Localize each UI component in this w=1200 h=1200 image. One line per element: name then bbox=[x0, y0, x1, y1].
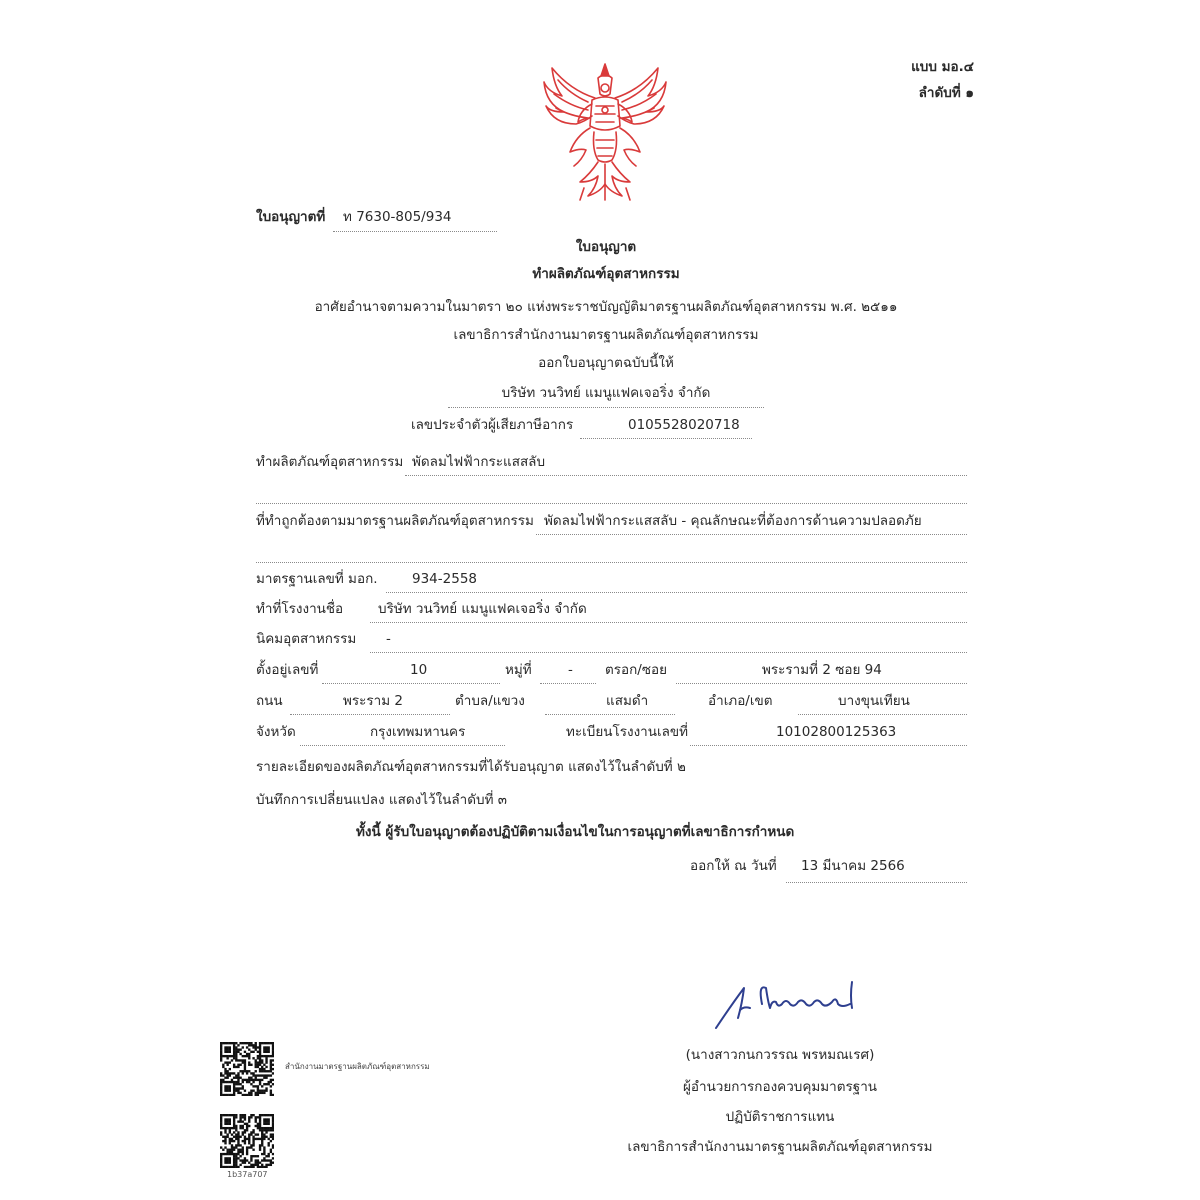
license-condition: ทั้งนี้ ผู้รับใบอนุญาตต้องปฏิบัติตามเงื่อนไขในการอนุญาตที่เลขาธิการกำหนด bbox=[356, 824, 795, 840]
factory-name: บริษัท วนวิทย์ แมนูแฟคเจอริ่ง จำกัด bbox=[378, 601, 587, 617]
house-number-label: ตั้งอยู่เลขที่ bbox=[256, 662, 319, 678]
license-number-underline bbox=[333, 231, 497, 232]
province-underline bbox=[300, 745, 505, 746]
soi-label: ตรอก/ซอย bbox=[605, 662, 668, 678]
qr-code-icon[interactable] bbox=[220, 1042, 274, 1096]
preamble-line-1: อาศัยอำนาจตามความในมาตรา ๒๐ แห่งพระราชบัญญัติมาตรฐานผลิตภัณฑ์อุตสาหกรรม พ.ศ. ๒๕๑๑ bbox=[314, 299, 898, 315]
issued-date: 13 มีนาคม 2566 bbox=[801, 858, 905, 874]
preamble-line-2: เลขาธิการสำนักงานมาตรฐานผลิตภัณฑ์อุตสาหกรรม bbox=[453, 327, 759, 343]
license-number: ท 7630-805/934 bbox=[343, 209, 452, 225]
road-underline bbox=[290, 714, 450, 715]
product-details-note: รายละเอียดของผลิตภัณฑ์อุตสาหกรรมที่ได้รับอนุญาต แสดงไว้ในลำดับที่ ๒ bbox=[256, 759, 686, 775]
license-number-label: ใบอนุญาตที่ bbox=[256, 209, 326, 225]
product-underline-2 bbox=[256, 503, 967, 504]
road-label: ถนน bbox=[256, 693, 283, 709]
standard-label: ที่ทำถูกต้องตามมาตรฐานผลิตภัณฑ์อุตสาหกรรม bbox=[256, 513, 534, 529]
change-record-note: บันทึกการเปลี่ยนแปลง แสดงไว้ในลำดับที่ ๓ bbox=[256, 792, 507, 808]
product-label: ทำผลิตภัณฑ์อุตสาหกรรม bbox=[256, 454, 404, 470]
product-underline bbox=[405, 475, 967, 476]
house-number-underline bbox=[322, 683, 500, 684]
document-subtitle: ทำผลิตภัณฑ์อุตสาหกรรม bbox=[532, 266, 680, 282]
industrial-estate: - bbox=[386, 631, 391, 647]
tax-id-underline bbox=[580, 438, 752, 439]
licensee-name-underline bbox=[448, 407, 764, 408]
province-label: จังหวัด bbox=[256, 724, 296, 740]
signer-position-1: ผู้อำนวยการกองควบคุมมาตรฐาน bbox=[682, 1079, 878, 1095]
standard-number: 934-2558 bbox=[412, 571, 477, 587]
house-number: 10 bbox=[410, 662, 428, 678]
standard-number-underline bbox=[386, 592, 967, 593]
industrial-estate-label: นิคมอุตสาหกรรม bbox=[256, 631, 357, 647]
factory-registration-label: ทะเบียนโรงงานเลขที่ bbox=[566, 724, 688, 740]
form-code: แบบ มอ.๔ bbox=[911, 59, 974, 75]
factory-registration-underline bbox=[690, 745, 967, 746]
factory-name-label: ทำที่โรงงานชื่อ bbox=[256, 601, 344, 617]
document-code: 1b37a707 bbox=[227, 1170, 268, 1179]
moo-underline bbox=[540, 683, 596, 684]
factory-registration-number: 10102800125363 bbox=[776, 724, 897, 740]
tax-id-label: เลขประจำตัวผู้เสียภาษีอากร bbox=[411, 417, 574, 433]
road: พระราม 2 bbox=[343, 693, 404, 709]
subdistrict-label: ตำบล/แขวง bbox=[455, 693, 525, 709]
form-order: ลำดับที่ ๑ bbox=[918, 85, 974, 101]
factory-name-underline bbox=[370, 622, 967, 623]
soi-underline bbox=[676, 683, 967, 684]
standard-underline-2 bbox=[256, 562, 967, 563]
document-title: ใบอนุญาต bbox=[575, 239, 637, 255]
signer-name: (นางสาวกนกวรรณ พรหมณเรศ) bbox=[685, 1047, 875, 1063]
district-label: อำเภอ/เขต bbox=[708, 693, 773, 709]
standard-number-label: มาตรฐานเลขที่ มอก. bbox=[256, 571, 378, 587]
product-value: พัดลมไฟฟ้ากระแสสลับ bbox=[412, 454, 546, 470]
garuda-emblem-icon bbox=[540, 60, 670, 210]
district: บางขุนเทียน bbox=[838, 693, 910, 709]
subdistrict: แสมดำ bbox=[606, 693, 649, 709]
moo: - bbox=[568, 662, 573, 678]
standard-underline bbox=[536, 534, 967, 535]
issued-date-underline bbox=[786, 882, 967, 883]
tax-id: 0105528020718 bbox=[628, 417, 740, 433]
agency-caption: สำนักงานมาตรฐานผลิตภัณฑ์อุตสาหกรรม bbox=[285, 1062, 430, 1071]
subdistrict-underline bbox=[545, 714, 675, 715]
qr-code-icon[interactable] bbox=[220, 1114, 274, 1168]
signature-icon bbox=[710, 978, 860, 1034]
preamble-line-3: ออกใบอนุญาตฉบับนี้ให้ bbox=[538, 355, 674, 371]
signer-position-3: เลขาธิการสำนักงานมาตรฐานผลิตภัณฑ์อุตสาหกรรม bbox=[627, 1139, 933, 1155]
moo-label: หมู่ที่ bbox=[505, 662, 532, 678]
district-underline bbox=[798, 714, 967, 715]
licensee-name: บริษัท วนวิทย์ แมนูแฟคเจอริ่ง จำกัด bbox=[501, 385, 711, 401]
soi: พระรามที่ 2 ซอย 94 bbox=[762, 662, 882, 678]
standard-value: พัดลมไฟฟ้ากระแสสลับ - คุณลักษณะที่ต้องการด้านความปลอดภัย bbox=[544, 513, 922, 529]
signer-position-2: ปฏิบัติราชการแทน bbox=[725, 1109, 835, 1125]
industrial-estate-underline bbox=[370, 652, 967, 653]
province: กรุงเทพมหานคร bbox=[370, 724, 466, 740]
issued-date-label: ออกให้ ณ วันที่ bbox=[690, 858, 777, 874]
